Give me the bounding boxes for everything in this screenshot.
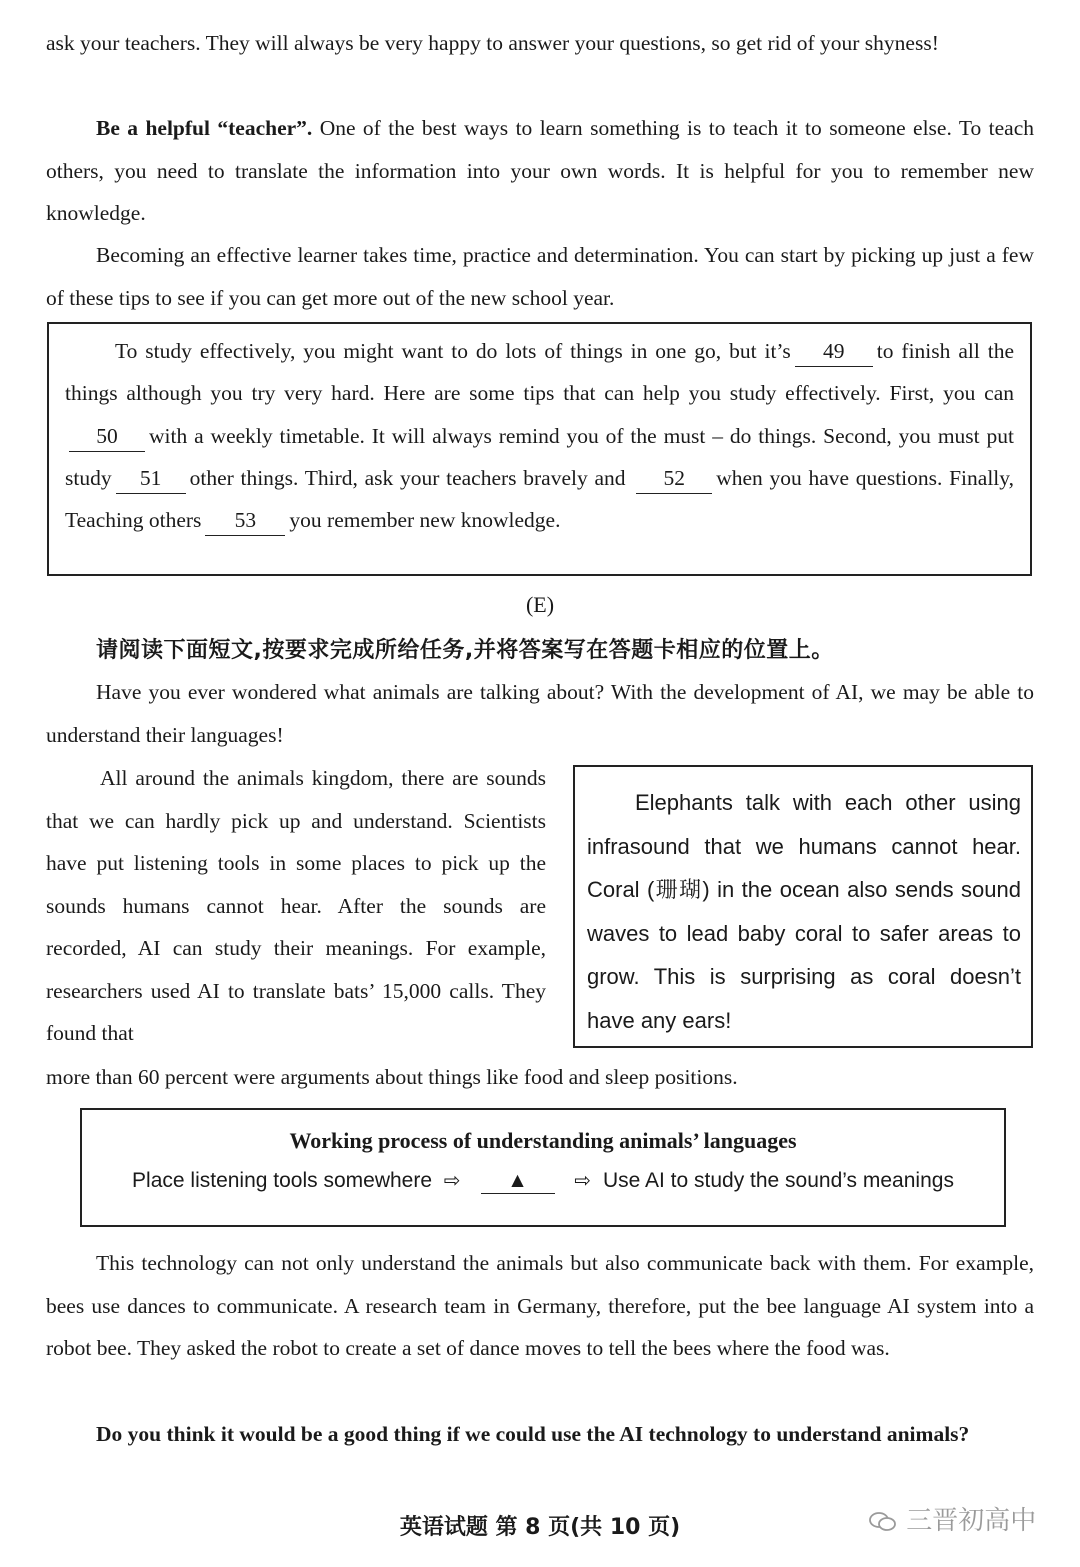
process-step-3: Use AI to study the sound’s meanings (602, 1169, 954, 1192)
process-step-1: Place listening tools somewhere (132, 1169, 433, 1192)
paragraph-bee-robot: This technology can not only understand the animals but also communicate back with them. For example, bees use dances to communicate. A research team in Germany, therefore, put the bee language AI system into a robot bee. They asked the robot to create a set of dance moves to tell the bees where the food was. (46, 1251, 1034, 1360)
paragraph-intro-e: Have you ever wondered what animals are talking about? With the development of AI, we may be able to understand their languages! (46, 680, 1034, 747)
blank-51: 51 (116, 463, 186, 494)
paragraph-conclusion: Becoming an effective learner takes time, practice and determination. You can start by picking up just a few of these tips to see if you can get more out of the new school year. (46, 243, 1034, 310)
blank-50: 50 (69, 421, 145, 452)
wechat-icon (868, 1511, 898, 1533)
summary-text: To study effectively, you might want to do lots of things in one go, but it’s 49 to finish all the things although you try very hard. Here are some tips that can help you study effectively. First, you can50 with a weekly timetable. It will always remind you of the must – do things. Second, you must put study 51 other things. Third, ask your teachers bravely and 52 when you have questions. Finally, Teaching others 53 you remember new knowledge. (65, 330, 1014, 541)
blank-53: 53 (205, 505, 285, 536)
paragraph-shyness: ask your teachers. They will always be very happy to answer your questions, so get rid of your shyness! (46, 31, 939, 55)
blank-49: 49 (795, 336, 873, 367)
arrow-right-icon: ⇨ (443, 1170, 461, 1192)
side-box-text: Elephants talk with each other using infrasound that we humans cannot hear. Coral (珊瑚) in the ocean also sends sound waves to lead baby coral to safer areas to grow. This is surprising as coral doesn’t have any ears! (587, 790, 1021, 1033)
paragraph-animal-sounds: All around the animals kingdom, there are sounds that we can hardly pick up and understand. Scientists have put listening tools in some places to pick up the sounds humans cannot hear. After the sounds are recorded, AI can study their meanings. For example, researchers used AI to translate bats’ 15,000 calls. They found that (46, 766, 546, 1045)
blank-52: 52 (636, 463, 712, 494)
side-box-elephants-coral (573, 765, 1033, 1048)
arrow-right-icon: ⇨ (574, 1170, 592, 1192)
instruction-chinese: 请阅读下面短文,按要求完成所给任务,并将答案写在答题卡相应的位置上。 (96, 638, 834, 663)
watermark-text: 三晋初高中 (906, 1506, 1037, 1536)
question-ai-animals: Do you think it would be a good thing if we could use the AI technology to understand animals? (96, 1422, 970, 1446)
paragraph-bats-cont: more than 60 percent were arguments about things like food and sleep positions. (46, 1065, 738, 1089)
process-title: Working process of understanding animals’ languages (289, 1128, 797, 1153)
watermark (868, 1500, 1036, 1537)
process-box (80, 1108, 1006, 1227)
process-steps (82, 1168, 1004, 1194)
summary-box (47, 322, 1032, 576)
task-blank: ▲ (481, 1169, 555, 1194)
tip-heading: Be a helpful “teacher”. (96, 116, 313, 140)
page-footer: 英语试题 第 8 页(共 10 页) (399, 1515, 681, 1540)
section-label-e: (E) (525, 592, 555, 617)
paragraph-teacher-tip: Be a helpful “teacher”. One of the best ways to learn something is to teach it to someone else. To teach others, you need to translate the information into your own words. It is helpful for you to remember new knowledge. (46, 116, 1034, 225)
